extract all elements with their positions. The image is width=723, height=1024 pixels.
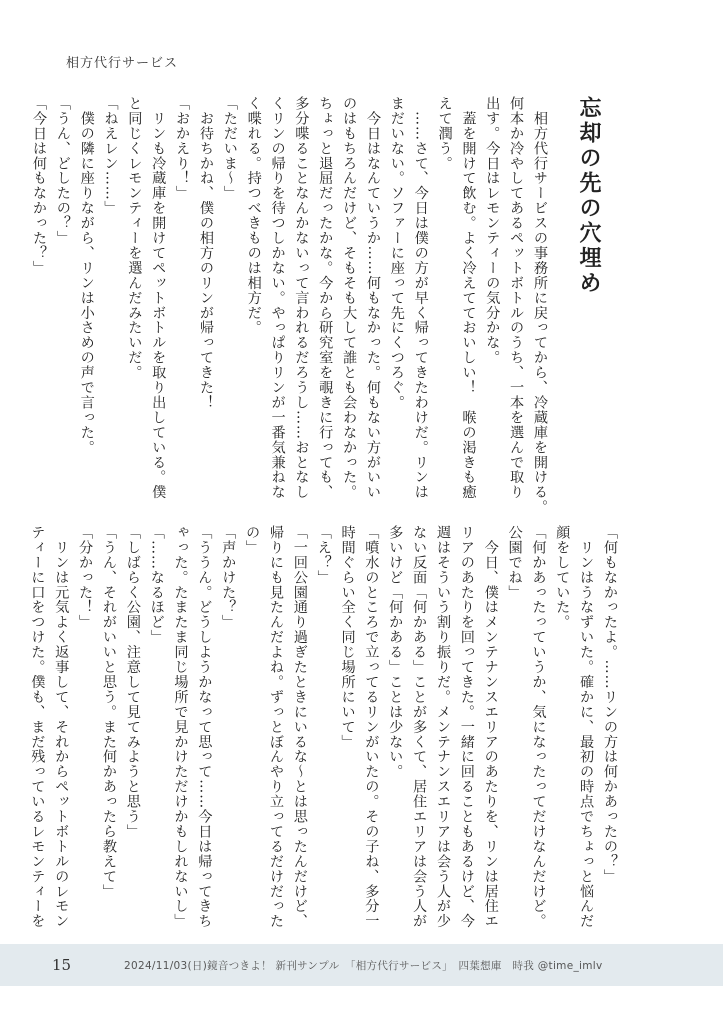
text-line: えて潤う。 — [436, 96, 453, 171]
text-line: 蓋を開けて飲む。よく冷えてておいしい！ 喉の渇きも癒 — [460, 96, 477, 500]
text-line: 「分かった！」 — [77, 525, 94, 630]
text-line: お待ちかね、僕の相方のリンが帰ってきた！ — [197, 96, 214, 410]
footer-credit: 2024/11/03(日)鏡音つきよ！ 新刊サンプル 「相方代行サービス」 四葉想庫 時我 @time_imlv — [124, 960, 603, 972]
text-line: と同じくレモンティーを選んだみたいだ。 — [126, 96, 143, 381]
page-number: 15 — [52, 956, 72, 974]
text-line: まだいない。ソファーに座って先にくつろぐ。 — [388, 96, 405, 410]
text-line: ない反面「何かある」ことが多くて、居住エリアは会う人が — [411, 525, 428, 929]
text-line: 多いけど「何かある」ことは少ない。 — [387, 525, 404, 780]
text-line: 「一回公園通り過ぎたときにいるな～とは思ったんだけど、 — [291, 525, 308, 929]
text-line: くリンの帰りを待つしかない。やっぱりリンが一番気兼ねな — [269, 96, 286, 500]
text-line: 「噴水のところで立ってるリンがいたの。その子ね、多分一 — [363, 525, 380, 929]
text-line: 公園でね」 — [506, 525, 523, 600]
running-header: 相方代行サービス — [66, 56, 179, 71]
text-line: 「何かあったっていうか、気になったってだけなんだけど。 — [530, 525, 547, 929]
text-line: 「おかえり！」 — [174, 96, 191, 201]
text-line: ゃった。たまたま同じ場所で見かけただけかもしれないし」 — [172, 525, 189, 929]
text-line: ちょっと退屈だったかな。今から研究室を覗きに行っても、 — [317, 96, 334, 500]
text-line: 時間ぐらい全く同じ場所にいて」 — [339, 525, 356, 750]
text-line: 「何もなかったよ。……リンの方は何かあったの？」 — [602, 525, 618, 884]
text-line: 「え？」 — [315, 525, 332, 585]
text-line: 出す。今日はレモンティーの気分かな。 — [484, 96, 501, 366]
text-line: のはもちろんだけど、そもそも大して誰とも会わなかった。 — [341, 96, 358, 500]
story-title: 忘却の先の穴埋め — [576, 96, 602, 296]
text-line: 帰りにも見たんだよね。ずっとぼんやり立ってるだけだった — [267, 525, 284, 929]
footer-bar — [0, 944, 723, 986]
text-line: リンはうなずいた。確かに、最初の時点でちょっと悩んだ — [578, 525, 595, 929]
text-line: 「声かけた？」 — [220, 525, 237, 630]
text-line: 僕の隣に座りながら、リンは小さめの声で言った。 — [78, 96, 95, 455]
text-line: 「しばらく公園、注意して見てみようと思う」 — [124, 525, 141, 839]
text-line: 「今日は何もなかった？」 — [30, 96, 47, 276]
lower-text-block — [25, 525, 621, 929]
text-line: 「ううん。どうしようかなって思って……今日は帰ってきち — [196, 525, 213, 929]
text-line: 週はそういう割り振りだ。メンテナンスエリアは会う人が少 — [434, 525, 451, 929]
upper-text-block — [26, 96, 551, 515]
text-line: 何本か冷やしてあるペットボトルのうち、一本を選んで取り — [508, 96, 525, 500]
text-line: リンも冷蔵庫を開けてペットボトルを取り出している。僕 — [150, 96, 167, 500]
text-line: ティーに口をつけた。僕も、まだ残っているレモンティーを — [29, 525, 46, 929]
text-line: 多分喋ることなんかないって言われるだろうし……おとなし — [293, 96, 310, 500]
text-line: 「……なるほど」 — [148, 525, 165, 645]
text-line: く喋れる。持つべきものは相方だ。 — [245, 96, 262, 336]
text-line: の」 — [244, 525, 261, 555]
text-line: 「うん、どしたの？」 — [54, 96, 71, 246]
text-line: リンは元気よく返事して、それからペットボトルのレモン — [53, 525, 70, 929]
text-line: ……さて、今日は僕の方が早く帰ってきたわけだ。リンは — [412, 96, 429, 500]
text-line: 今日はなんていうか……何もなかった。何もない方がいい — [364, 96, 381, 500]
text-line: 顔をしていた。 — [554, 525, 571, 630]
text-line: 今日、僕はメンテナンスエリアのあたりを、リンは居住エ — [482, 525, 499, 929]
text-line: 「うん、それがいいと思う。また何かあったら教えて」 — [100, 525, 117, 899]
text-line: リアのあたりを回ってきた。一緒に回ることもあるけど、今 — [458, 525, 475, 929]
text-line: 「ただいま～」 — [221, 96, 238, 201]
text-line: 「ねえレン……」 — [102, 96, 119, 216]
text-line: 相方代行サービスの事務所に戻ってから、冷蔵庫を開ける。 — [532, 96, 548, 515]
